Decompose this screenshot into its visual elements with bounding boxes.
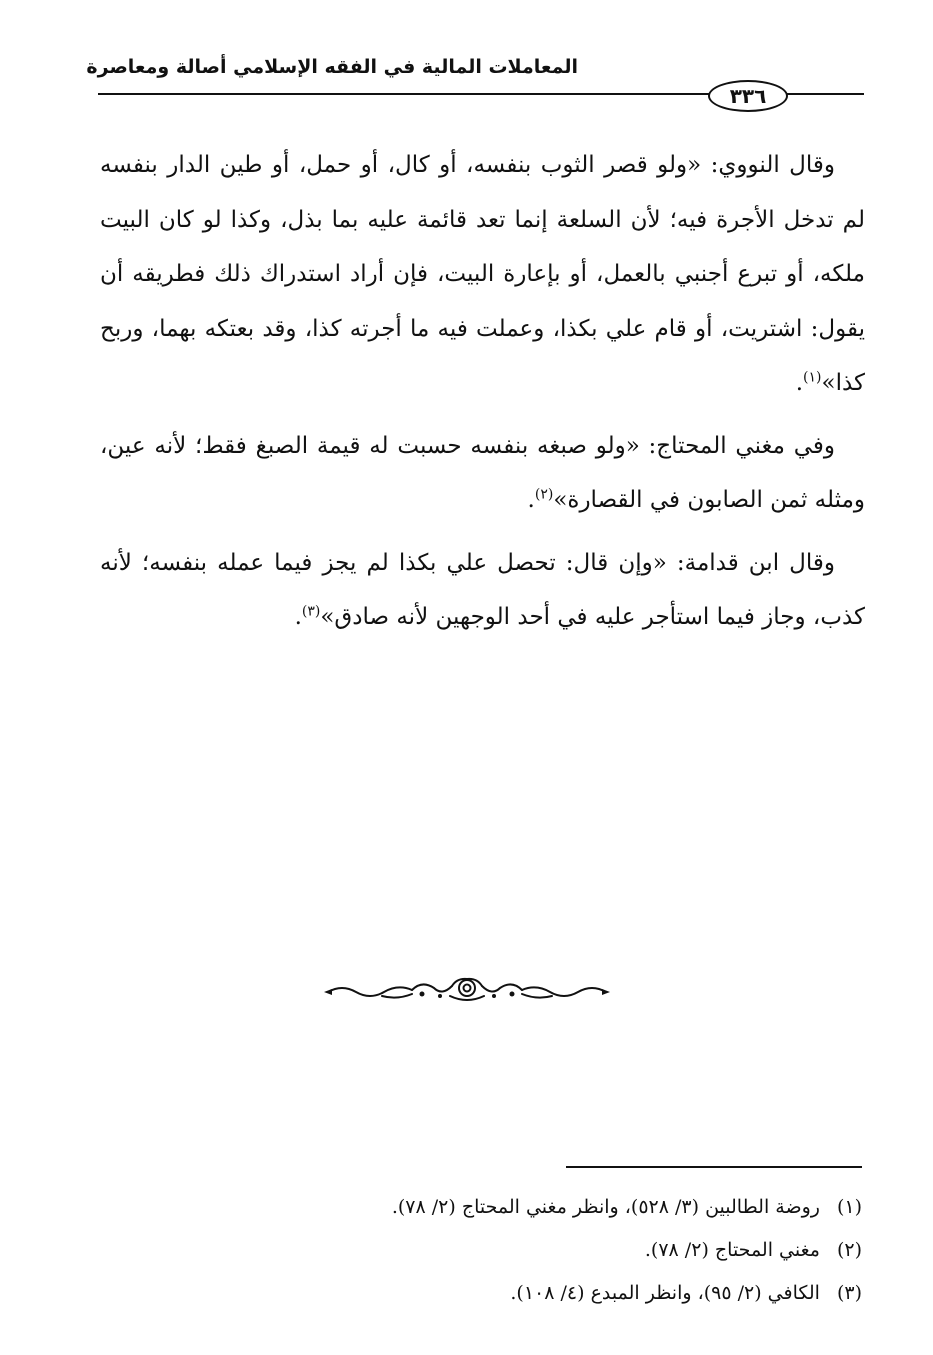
paragraph-end: . bbox=[795, 370, 804, 396]
footnote-3 bbox=[300, 1272, 862, 1315]
footnote-1 bbox=[300, 1186, 862, 1229]
paragraph-text: وفي مغني المحتاج: «ولو صبغه بنفسه حسبت له قيمة الصبغ فقط؛ لأنه عين، ومثله ثمن الصابون في القصارة» bbox=[100, 432, 865, 513]
running-title: المعاملات المالية في الفقه الإسلامي أصالة ومعاصرة bbox=[86, 56, 578, 78]
paragraph-end: . bbox=[294, 604, 302, 630]
paragraph-ibn-qudama bbox=[100, 536, 865, 645]
paragraph-mughni bbox=[100, 419, 865, 528]
header-rule bbox=[98, 93, 710, 95]
footnote-ref: (٢) bbox=[534, 486, 554, 503]
paragraph-text: وقال ابن قدامة: «وإن قال: تحصل علي بكذا لم يجز فيما عمله بنفسه؛ لأنه كذب، وجاز فيما استأجر عليه في أحد الوجهين لأنه صادق» bbox=[100, 549, 865, 630]
footnote-ref: (٣) bbox=[301, 603, 321, 620]
footnote-ref: (١) bbox=[803, 369, 822, 386]
section-end-ornament bbox=[322, 974, 612, 1004]
footnote-text: مغني المحتاج (٢/ ٧٨). bbox=[644, 1239, 820, 1261]
footnote-number: (١) bbox=[836, 1196, 862, 1218]
footnote-rule bbox=[566, 1166, 862, 1168]
main-text bbox=[100, 138, 865, 653]
paragraph-text: وقال النووي: «ولو قصر الثوب بنفسه، أو كال، أو حمل، أو طين الدار بنفسه لم تدخل الأجرة فيه؛ لأن السلعة إنما تعد قائمة عليه بما بذل، وكذا لو كان البيت ملكه، أو تبرع أجنبي بالعمل، أو بإعارة البيت، فإن أراد استدراك ذلك فطريقه أن يقول: اشتريت، أو قام علي بكذا، وعملت فيه ما أجرته كذا، وقد بعتكه بهما، وربح كذا» bbox=[100, 152, 865, 396]
footnote-text: روضة الطالبين (٣/ ٥٢٨)، وانظر مغني المحتاج (٢/ ٧٨). bbox=[391, 1196, 820, 1218]
paragraph-end: . bbox=[527, 487, 535, 513]
paragraph-nawawi bbox=[100, 138, 865, 411]
footnote-number: (٢) bbox=[836, 1239, 862, 1261]
footnote-number: (٣) bbox=[836, 1282, 862, 1304]
footnote-text: الكافي (٢/ ٩٥)، وانظر المبدع (٤/ ١٠٨). bbox=[510, 1282, 820, 1304]
footnote-2 bbox=[300, 1229, 862, 1272]
header-rule-right bbox=[786, 93, 864, 95]
footnotes bbox=[300, 1186, 862, 1315]
page-number: ٣٣٦ bbox=[708, 80, 788, 112]
